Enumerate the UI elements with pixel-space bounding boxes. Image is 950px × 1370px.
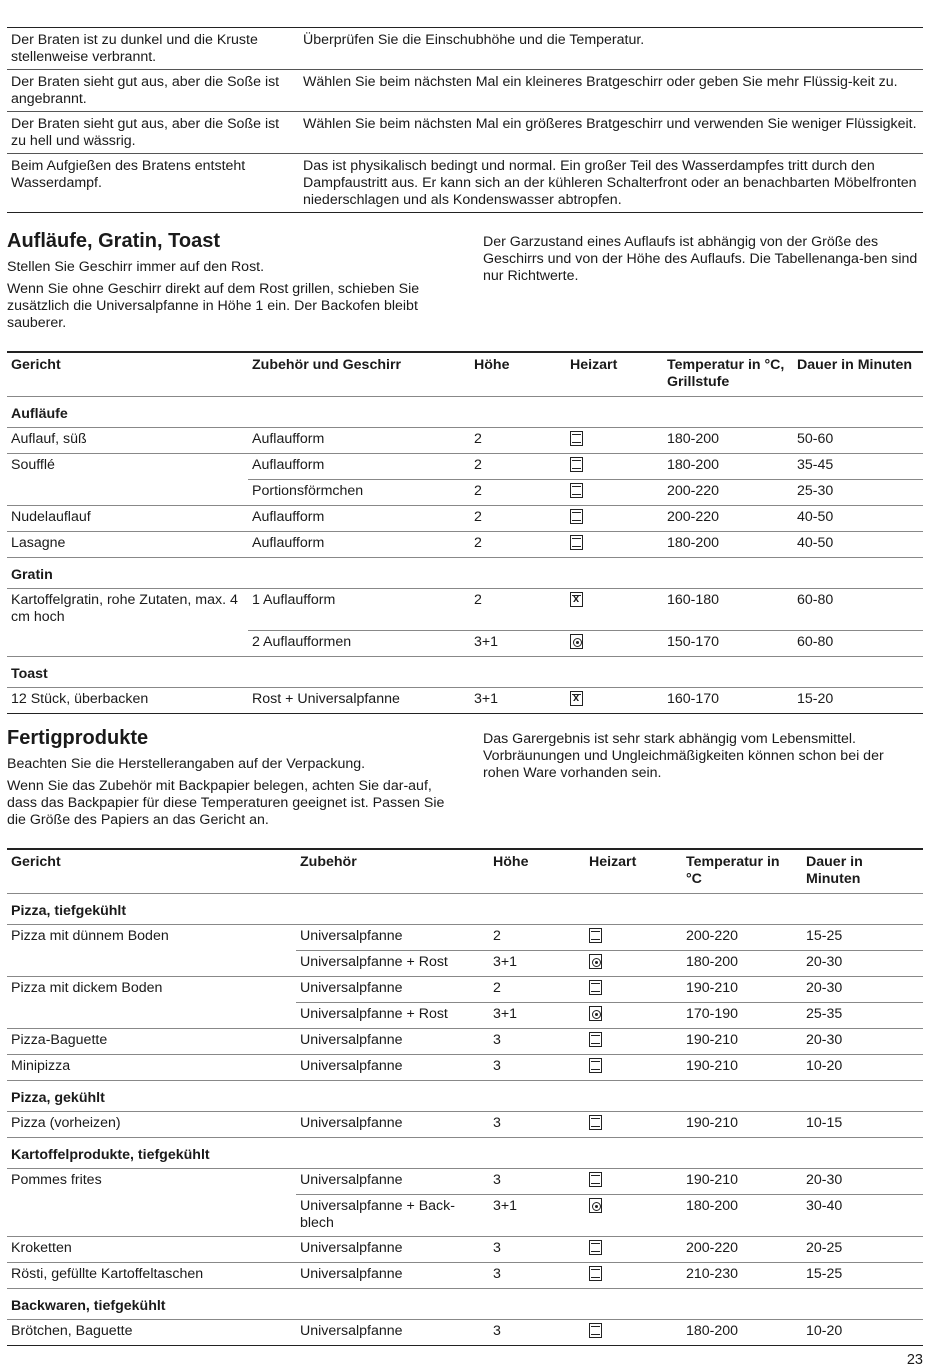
temperature-cell: 180-200	[682, 1319, 802, 1345]
temperature-cell: 150-170	[663, 630, 793, 656]
duration-cell: 60-80	[793, 630, 923, 656]
heating-mode-cell	[566, 506, 663, 532]
accessory-cell: Portionsförmchen	[248, 480, 470, 506]
hot-air-fan-icon	[589, 954, 602, 969]
column-header: Temperatur in °C, Grillstufe	[663, 352, 793, 397]
heating-mode-cell	[585, 976, 682, 1002]
column-header: Temperatur in °C	[682, 849, 802, 894]
category-label: Kartoffelprodukte, tiefgekühlt	[7, 1137, 923, 1168]
table-row	[7, 1028, 923, 1054]
level-cell: 3	[489, 1168, 585, 1194]
heating-mode-cell	[585, 924, 682, 950]
table-fertigprodukte	[7, 848, 923, 1346]
table-row	[7, 1054, 923, 1080]
dish-cell	[7, 950, 296, 976]
level-cell: 2	[470, 454, 566, 480]
intro-paragraph: Stellen Sie Geschirr immer auf den Rost.	[7, 259, 265, 275]
problem-cell: Der Braten sieht gut aus, aber die Soße ist zu hell und wässrig.	[7, 112, 299, 154]
duration-cell: 10-20	[802, 1054, 923, 1080]
table-row	[7, 1002, 923, 1028]
temperature-cell: 180-200	[682, 1194, 802, 1236]
accessory-cell: Universalpfanne + Rost	[296, 1002, 489, 1028]
duration-cell: 40-50	[793, 532, 923, 558]
temperature-cell: 160-180	[663, 589, 793, 631]
table-row	[7, 687, 923, 713]
column-header: Gericht	[7, 352, 248, 397]
accessory-cell: Universalpfanne	[296, 976, 489, 1002]
table-row	[7, 70, 923, 112]
dish-cell: Nudelauflauf	[7, 506, 248, 532]
column-header: Höhe	[489, 849, 585, 894]
solution-cell: Überprüfen Sie die Einschubhöhe und die Temperatur.	[303, 32, 645, 48]
table-row	[7, 454, 923, 480]
problem-cell: Der Braten ist zu dunkel und die Kruste stellenweise verbrannt.	[11, 32, 258, 65]
duration-cell: 20-30	[802, 976, 923, 1002]
heating-mode-cell	[566, 480, 663, 506]
table-row	[7, 1236, 923, 1262]
intro-paragraph: Beachten Sie die Herstellerangaben auf der Verpackung.	[7, 755, 366, 772]
level-cell: 2	[489, 924, 585, 950]
solution-cell: Wählen Sie beim nächsten Mal ein kleineres Bratgeschirr oder geben Sie mehr Flüssig-keit zu.	[299, 70, 923, 112]
accessory-cell: Universalpfanne	[296, 1236, 489, 1262]
top-bottom-heat-icon	[589, 1058, 602, 1073]
top-bottom-heat-icon	[570, 509, 583, 524]
dish-cell: Auflauf, süß	[7, 428, 248, 454]
duration-cell: 50-60	[793, 428, 923, 454]
table-row	[7, 976, 923, 1002]
temperature-cell: 170-190	[682, 1002, 802, 1028]
top-bottom-heat-icon	[589, 1032, 602, 1047]
top-bottom-heat-icon	[570, 535, 583, 550]
duration-cell: 15-20	[793, 687, 923, 713]
accessory-cell: Rost + Universalpfanne	[248, 687, 470, 713]
category-row	[7, 558, 923, 589]
heating-mode-cell	[585, 1319, 682, 1345]
heating-mode-cell	[566, 589, 663, 631]
heating-mode-cell	[585, 1194, 682, 1236]
heating-mode-cell	[566, 687, 663, 713]
duration-cell: 35-45	[793, 454, 923, 480]
category-label: Pizza, gekühlt	[7, 1080, 923, 1111]
duration-cell: 25-35	[802, 1002, 923, 1028]
top-bottom-heat-icon	[589, 1115, 602, 1130]
manual-page	[7, 27, 923, 1346]
level-cell: 2	[489, 976, 585, 1002]
level-cell: 2	[470, 506, 566, 532]
level-cell: 2	[470, 589, 566, 631]
table-row	[7, 428, 923, 454]
duration-cell: 20-30	[802, 950, 923, 976]
heating-mode-cell	[566, 454, 663, 480]
heating-mode-cell	[566, 428, 663, 454]
category-label: Pizza, tiefgekühlt	[11, 902, 127, 919]
table-row	[7, 950, 923, 976]
dish-cell: Rösti, gefüllte Kartoffeltaschen	[7, 1262, 296, 1288]
level-cell: 3+1	[489, 1194, 585, 1236]
level-cell: 2	[470, 428, 566, 454]
accessory-cell: Universalpfanne	[296, 1028, 489, 1054]
dish-cell: Pizza mit dünnem Boden	[7, 924, 296, 950]
accessory-cell: Auflaufform	[248, 428, 470, 454]
solution-cell: Das ist physikalisch bedingt und normal. Ein großer Teil des Wasserdampfes tritt durch den Dampfaustritt aus. Er kann sich an der kühleren Schalterfront oder an benachbarten Möbelfronten niederschlagen und als Kondenswasser abtropfen.	[299, 154, 923, 213]
column-header: Zubehör und Geschirr	[248, 352, 470, 397]
heating-mode-cell	[566, 532, 663, 558]
top-bottom-heat-icon	[570, 483, 583, 498]
solution-cell: Wählen Sie beim nächsten Mal ein größeres Bratgeschirr und verwenden Sie weniger Flüssigkeit.	[299, 112, 923, 154]
section-title: Fertigprodukte	[7, 726, 149, 749]
top-bottom-heat-icon	[589, 1172, 602, 1187]
duration-cell: 10-20	[802, 1319, 923, 1345]
intro-paragraph: Wenn Sie ohne Geschirr direkt auf dem Rost grillen, schieben Sie zusätzlich die Universalpfanne in Höhe 1 ein. Der Backofen bleibt sauberer.	[7, 281, 420, 331]
duration-cell: 20-25	[802, 1236, 923, 1262]
duration-cell: 10-15	[802, 1111, 923, 1137]
table-row	[7, 630, 923, 656]
circulating-grill-icon	[570, 592, 583, 607]
table-row	[7, 1168, 923, 1194]
hot-air-fan-icon	[589, 1006, 602, 1021]
section-auflaeufe	[7, 229, 923, 337]
table-row	[7, 1194, 923, 1236]
top-bottom-heat-icon	[589, 1266, 602, 1281]
heating-mode-cell	[585, 1168, 682, 1194]
duration-cell: 20-30	[802, 1168, 923, 1194]
temperature-cell: 210-230	[682, 1262, 802, 1288]
temperature-cell: 200-220	[663, 480, 793, 506]
heating-mode-cell	[585, 1002, 682, 1028]
top-bottom-heat-icon	[589, 980, 602, 995]
accessory-cell: Auflaufform	[248, 454, 470, 480]
level-cell: 3+1	[489, 1002, 585, 1028]
accessory-cell: Universalpfanne	[296, 1111, 489, 1137]
dish-cell: Kroketten	[7, 1236, 296, 1262]
duration-cell: 15-25	[802, 924, 923, 950]
duration-cell: 15-25	[802, 1262, 923, 1288]
category-label: Aufläufe	[11, 406, 68, 422]
hot-air-fan-icon	[570, 634, 583, 649]
accessory-cell: Universalpfanne + Rost	[296, 950, 489, 976]
column-header: Höhe	[470, 352, 566, 397]
table-row	[7, 589, 923, 631]
table-row	[7, 532, 923, 558]
category-label: Toast	[7, 656, 923, 687]
temperature-cell: 190-210	[682, 1054, 802, 1080]
table-row	[7, 1319, 923, 1345]
top-bottom-heat-icon	[589, 1323, 602, 1338]
dish-cell: Lasagne	[7, 532, 248, 558]
column-header: Dauer in Minuten	[802, 849, 923, 894]
category-label: Gratin	[7, 558, 923, 589]
accessory-cell: Auflaufform	[248, 506, 470, 532]
table-row	[7, 924, 923, 950]
dish-cell: Minipizza	[7, 1054, 296, 1080]
table-row	[7, 112, 923, 154]
table-row	[7, 28, 923, 70]
column-header: Zubehör	[296, 849, 489, 894]
level-cell: 3+1	[470, 687, 566, 713]
troubleshooting-table	[7, 27, 923, 213]
temperature-cell: 180-200	[663, 454, 793, 480]
top-bottom-heat-icon	[570, 431, 583, 446]
dish-cell: Pizza (vorheizen)	[7, 1111, 296, 1137]
dish-cell: Pommes frites	[7, 1168, 296, 1194]
level-cell: 2	[470, 532, 566, 558]
category-row	[7, 1080, 923, 1111]
temperature-cell: 190-210	[682, 976, 802, 1002]
temperature-cell: 190-210	[682, 1028, 802, 1054]
accessory-cell: Universalpfanne	[296, 1168, 489, 1194]
table-auflaeufe	[7, 351, 923, 714]
temperature-cell: 200-220	[682, 924, 802, 950]
level-cell: 3	[489, 1236, 585, 1262]
accessory-cell: Auflaufform	[248, 532, 470, 558]
table-row	[7, 154, 923, 213]
top-bottom-heat-icon	[589, 928, 602, 943]
circulating-grill-icon	[570, 691, 583, 706]
problem-cell: Beim Aufgießen des Bratens entsteht Wasserdampf.	[7, 154, 299, 213]
temperature-cell: 180-200	[663, 428, 793, 454]
dish-cell	[7, 630, 248, 656]
intro-paragraph: Wenn Sie das Zubehör mit Backpapier belegen, achten Sie dar-auf, dass das Backpapier für diese Temperaturen geeignet ist. Passen Sie die Größe des Papiers an das Gericht an.	[7, 777, 445, 828]
level-cell: 3+1	[470, 630, 566, 656]
column-header: Dauer in Minuten	[793, 352, 923, 397]
temperature-cell: 190-210	[682, 1168, 802, 1194]
problem-cell: Der Braten sieht gut aus, aber die Soße ist angebrannt.	[7, 70, 299, 112]
dish-cell	[7, 480, 248, 506]
duration-cell: 20-30	[802, 1028, 923, 1054]
duration-cell: 30-40	[802, 1194, 923, 1236]
temperature-cell: 200-220	[663, 506, 793, 532]
category-row	[7, 656, 923, 687]
accessory-cell: 2 Auflaufformen	[248, 630, 470, 656]
heating-mode-cell	[585, 1028, 682, 1054]
dish-cell	[7, 1194, 296, 1236]
dish-cell: Soufflé	[7, 454, 248, 480]
heating-mode-cell	[566, 630, 663, 656]
page-number: 23	[906, 1352, 923, 1368]
heating-mode-cell	[585, 1111, 682, 1137]
level-cell: 3	[489, 1319, 585, 1345]
accessory-cell: Universalpfanne + Back-blech	[296, 1194, 489, 1236]
level-cell: 3	[489, 1054, 585, 1080]
dish-cell: Kartoffelgratin, rohe Zutaten, max. 4 cm hoch	[7, 589, 248, 631]
top-bottom-heat-icon	[570, 457, 583, 472]
duration-cell: 25-30	[793, 480, 923, 506]
accessory-cell: Universalpfanne	[296, 1262, 489, 1288]
category-row	[7, 1288, 923, 1319]
duration-cell: 60-80	[793, 589, 923, 631]
section-fertigprodukte	[7, 726, 923, 834]
heating-mode-cell	[585, 1262, 682, 1288]
column-header: Heizart	[566, 352, 663, 397]
category-row	[7, 893, 923, 924]
duration-cell: 40-50	[793, 506, 923, 532]
level-cell: 3	[489, 1111, 585, 1137]
table-row	[7, 480, 923, 506]
temperature-cell: 200-220	[682, 1236, 802, 1262]
table-row	[7, 1262, 923, 1288]
temperature-cell: 180-200	[682, 950, 802, 976]
table-row	[7, 506, 923, 532]
temperature-cell: 190-210	[682, 1111, 802, 1137]
heating-mode-cell	[585, 950, 682, 976]
accessory-cell: Universalpfanne	[296, 924, 489, 950]
accessory-cell: 1 Auflaufform	[248, 589, 470, 631]
column-header: Heizart	[585, 849, 682, 894]
heating-mode-cell	[585, 1236, 682, 1262]
section-title: Aufläufe, Gratin, Toast	[7, 230, 220, 252]
hot-air-fan-icon	[589, 1198, 602, 1213]
level-cell: 3	[489, 1262, 585, 1288]
dish-cell: Brötchen, Baguette	[7, 1319, 296, 1345]
category-row	[7, 397, 923, 428]
dish-cell: Pizza mit dickem Boden	[7, 976, 296, 1002]
dish-cell	[7, 1002, 296, 1028]
column-header: Gericht	[7, 849, 296, 894]
top-bottom-heat-icon	[589, 1240, 602, 1255]
accessory-cell: Universalpfanne	[296, 1054, 489, 1080]
category-row	[7, 1137, 923, 1168]
dish-cell: Pizza-Baguette	[7, 1028, 296, 1054]
level-cell: 3	[489, 1028, 585, 1054]
level-cell: 2	[470, 480, 566, 506]
accessory-cell: Universalpfanne	[296, 1319, 489, 1345]
table-row	[7, 1111, 923, 1137]
note-paragraph: Der Garzustand eines Auflaufs ist abhängig von der Größe des Geschirrs und von der Höhe des Auflaufs. Die Tabellenanga-ben sind nur Richtwerte.	[483, 234, 918, 284]
temperature-cell: 180-200	[663, 532, 793, 558]
note-paragraph: Das Garergebnis ist sehr stark abhängig vom Lebensmittel. Vorbräunungen und Ungleichmäßigkeiten können schon bei der rohen Ware vorhanden sein.	[483, 730, 884, 781]
temperature-cell: 160-170	[663, 687, 793, 713]
category-label: Backwaren, tiefgekühlt	[7, 1288, 923, 1319]
dish-cell: 12 Stück, überbacken	[7, 687, 248, 713]
heating-mode-cell	[585, 1054, 682, 1080]
level-cell: 3+1	[489, 950, 585, 976]
